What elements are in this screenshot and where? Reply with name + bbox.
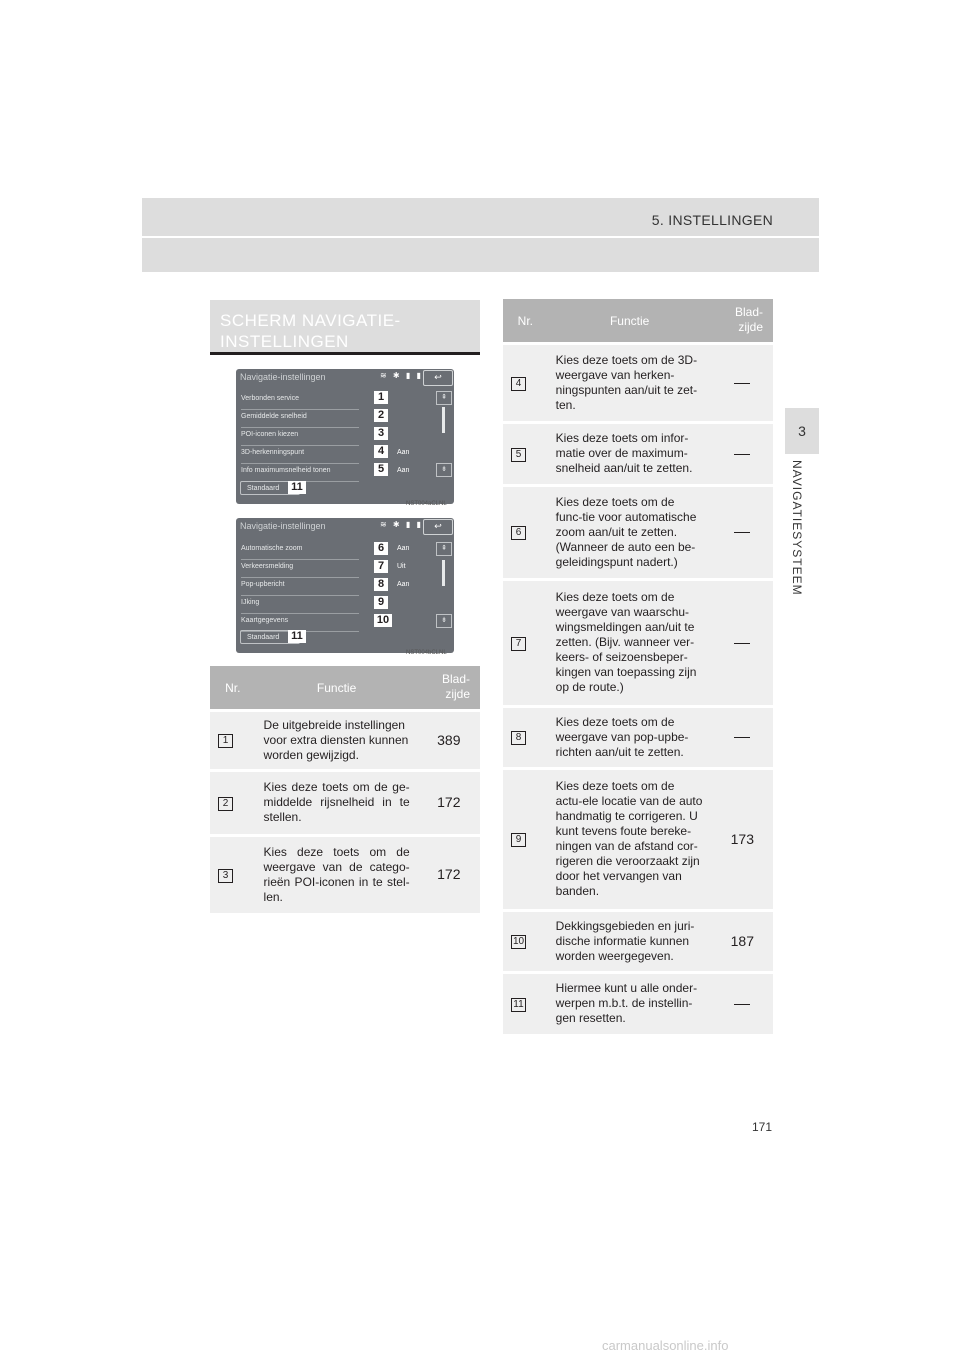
table-row	[503, 910, 773, 972]
callout-2: 2	[374, 409, 388, 422]
callout-11: 11	[288, 481, 306, 494]
status-icons: ≋ ✱ ▮ ▮	[380, 371, 423, 380]
col-header-blad-line1: Blad-	[734, 305, 763, 319]
no-page-dash	[734, 532, 750, 533]
back-button[interactable]: ↩	[423, 370, 453, 386]
table-row	[503, 343, 773, 422]
scrollbar[interactable]	[442, 560, 445, 586]
row-number	[503, 485, 548, 579]
row-page: 389	[418, 710, 480, 770]
row-number-box: 3	[218, 869, 233, 883]
row-page: 173	[712, 768, 773, 910]
no-page-dash	[734, 1004, 750, 1005]
menu-item-poi-iconen[interactable]: POI-iconen kiezen	[241, 428, 359, 446]
row-function: Dekkingsgebieden en juri-dische informatie kunnen worden weergegeven.	[548, 910, 712, 972]
status-icons: ≋ ✱ ▮ ▮	[380, 520, 423, 529]
menu-item-verkeersmelding[interactable]: Verkeersmelding	[241, 560, 359, 578]
screen-title: Navigatie-instellingen	[240, 521, 326, 531]
callout-8: 8	[374, 578, 388, 591]
image-code: NST004aCLNL	[406, 501, 447, 507]
col-header-nr: Nr.	[503, 299, 548, 343]
callout-11: 11	[288, 630, 306, 643]
scroll-up-button[interactable]: ⇞	[436, 542, 452, 556]
table-row	[503, 422, 773, 485]
image-code: NST004bCLNL	[406, 650, 447, 656]
callout-10: 10	[374, 614, 392, 627]
row-number	[503, 343, 548, 422]
row-function: De uitgebreide instellingen voor extra diensten kunnen worden gewijzigd.	[256, 710, 418, 770]
running-header	[142, 198, 819, 272]
col-header-blad	[418, 666, 480, 710]
row-page: 187	[712, 910, 773, 972]
menu-item-verbonden-service[interactable]: Verbonden service	[241, 392, 359, 410]
toggle-value: Aan	[397, 545, 410, 552]
row-number-box: 4	[511, 377, 526, 391]
col-header-blad-line2: zijde	[445, 687, 470, 701]
watermark: carmanualsonline.info	[602, 1338, 729, 1353]
row-number-box: 7	[511, 637, 526, 651]
row-function: Kies deze toets om de weergave van pop-upbe-richten aan/uit te zetten.	[548, 706, 712, 768]
table-row	[503, 579, 773, 706]
row-function: Kies deze toets om infor-matie over de maximum-snelheid aan/uit te zetten.	[548, 422, 712, 485]
row-page: 172	[418, 835, 480, 913]
back-button[interactable]: ↩	[423, 519, 453, 535]
scroll-down-button[interactable]: ⇟	[436, 463, 452, 477]
row-number	[503, 910, 548, 972]
toggle-value: Aan	[397, 449, 410, 456]
row-page	[712, 972, 773, 1034]
navigation-settings-screen-2	[236, 518, 454, 653]
menu-item-gemiddelde-snelheid[interactable]: Gemiddelde snelheid	[241, 410, 359, 428]
row-page: 172	[418, 770, 480, 835]
scroll-down-button[interactable]: ⇟	[436, 614, 452, 628]
row-function: Kies deze toets om de func-tie voor automatische zoom aan/uit te zetten. (Wanneer de auto een be-geleidingspunt nadert.)	[548, 485, 712, 579]
menu-item-kaartgegevens[interactable]: Kaartgegevens	[241, 614, 359, 632]
row-function: Kies deze toets om de weergave van de catego-rieën POI-iconen in te stel-len.	[256, 835, 418, 913]
header-title: 5. INSTELLINGEN	[651, 212, 773, 228]
col-header-blad-line1: Blad-	[441, 672, 470, 686]
no-page-dash	[734, 643, 750, 644]
callout-5: 5	[374, 463, 388, 476]
row-number-box: 1	[218, 734, 233, 748]
callout-3: 3	[374, 427, 388, 440]
callout-6: 6	[374, 542, 388, 555]
row-number-box: 6	[511, 526, 526, 540]
scrollbar[interactable]	[442, 407, 445, 433]
function-table-left	[210, 666, 480, 913]
section-title-line1: SCHERM NAVIGATIE-	[220, 311, 401, 330]
page-number: 171	[752, 1120, 773, 1134]
menu-item-automatische-zoom[interactable]: Automatische zoom	[241, 542, 359, 560]
row-number-box: 10	[513, 936, 525, 947]
menu-item-info-maximumsnelheid[interactable]: Info maximumsnelheid tonen	[241, 464, 359, 482]
chapter-tab	[785, 408, 819, 454]
col-header-functie: Functie	[548, 299, 712, 343]
menu-item-3d-herkenningspunt[interactable]: 3D-herkenningspunt	[241, 446, 359, 464]
chapter-number: 3	[798, 423, 806, 439]
row-function: Kies deze toets om de 3D-weergave van herken-ningspunten aan/uit te zet-ten.	[548, 343, 712, 422]
col-header-blad-line2: zijde	[738, 320, 763, 334]
table-row	[503, 972, 773, 1034]
section-title-line2: INSTELLINGEN	[220, 332, 349, 351]
row-number	[503, 706, 548, 768]
col-header-blad	[712, 299, 773, 343]
row-function: Hiermee kunt u alle onder-werpen m.b.t. de instellin-gen resetten.	[548, 972, 712, 1034]
row-function: Kies deze toets om de actu-ele locatie van de auto handmatig te corrigeren. U kunt tevens foute bereke-ningen van de afstand cor-rigeren die veroorzaakt zijn door het vervangen van banden.	[548, 768, 712, 910]
callout-7: 7	[374, 560, 388, 573]
row-number	[210, 835, 256, 913]
row-number	[503, 422, 548, 485]
table-row	[503, 706, 773, 768]
menu-item-pop-upbericht[interactable]: Pop-upbericht	[241, 578, 359, 596]
row-page	[712, 343, 773, 422]
chapter-label: NAVIGATIESYSTEEM	[790, 460, 804, 596]
row-number	[503, 972, 548, 1034]
row-number-box: 5	[511, 448, 526, 462]
row-number	[503, 768, 548, 910]
screen-title: Navigatie-instellingen	[240, 372, 326, 382]
table-row	[210, 710, 480, 770]
function-table-right	[503, 299, 773, 1034]
table-row	[210, 770, 480, 835]
menu-item-ijking[interactable]: IJking	[241, 596, 359, 614]
col-header-functie: Functie	[256, 666, 418, 710]
callout-4: 4	[374, 445, 388, 458]
callout-9: 9	[374, 596, 388, 609]
row-page	[712, 579, 773, 706]
callout-1: 1	[374, 391, 388, 404]
row-page	[712, 422, 773, 485]
toggle-value: Aan	[397, 467, 410, 474]
toggle-value: Aan	[397, 581, 410, 588]
row-function: Kies deze toets om de ge-middelde rijsnelheid in te stellen.	[256, 770, 418, 835]
table-header-row	[503, 299, 773, 343]
row-number-box: 11	[511, 998, 526, 1012]
table-row	[503, 768, 773, 910]
row-number	[210, 710, 256, 770]
row-page	[712, 706, 773, 768]
header-divider	[142, 236, 819, 238]
row-number-box: 9	[511, 833, 526, 847]
row-number-box: 2	[218, 797, 233, 811]
no-page-dash	[734, 454, 750, 455]
row-number	[210, 770, 256, 835]
standard-button[interactable]: Standaard	[240, 481, 300, 495]
section-heading	[210, 300, 480, 355]
navigation-settings-screen-1	[236, 369, 454, 504]
row-number-box: 8	[511, 731, 526, 745]
table-row	[210, 835, 480, 913]
row-page	[712, 485, 773, 579]
no-page-dash	[734, 737, 750, 738]
no-page-dash	[734, 383, 750, 384]
table-row	[503, 485, 773, 579]
scroll-up-button[interactable]: ⇞	[436, 391, 452, 405]
row-number	[503, 579, 548, 706]
col-header-nr: Nr.	[210, 666, 256, 710]
standard-button[interactable]: Standaard	[240, 630, 300, 644]
row-function: Kies deze toets om de weergave van waarschu-wingsmeldingen aan/uit te zetten. (Bijv. wanneer ver-keers- of seizoensbeper-kingen van toepassing zijn op de route.)	[548, 579, 712, 706]
toggle-value: Uit	[397, 563, 406, 570]
table-header-row	[210, 666, 480, 710]
